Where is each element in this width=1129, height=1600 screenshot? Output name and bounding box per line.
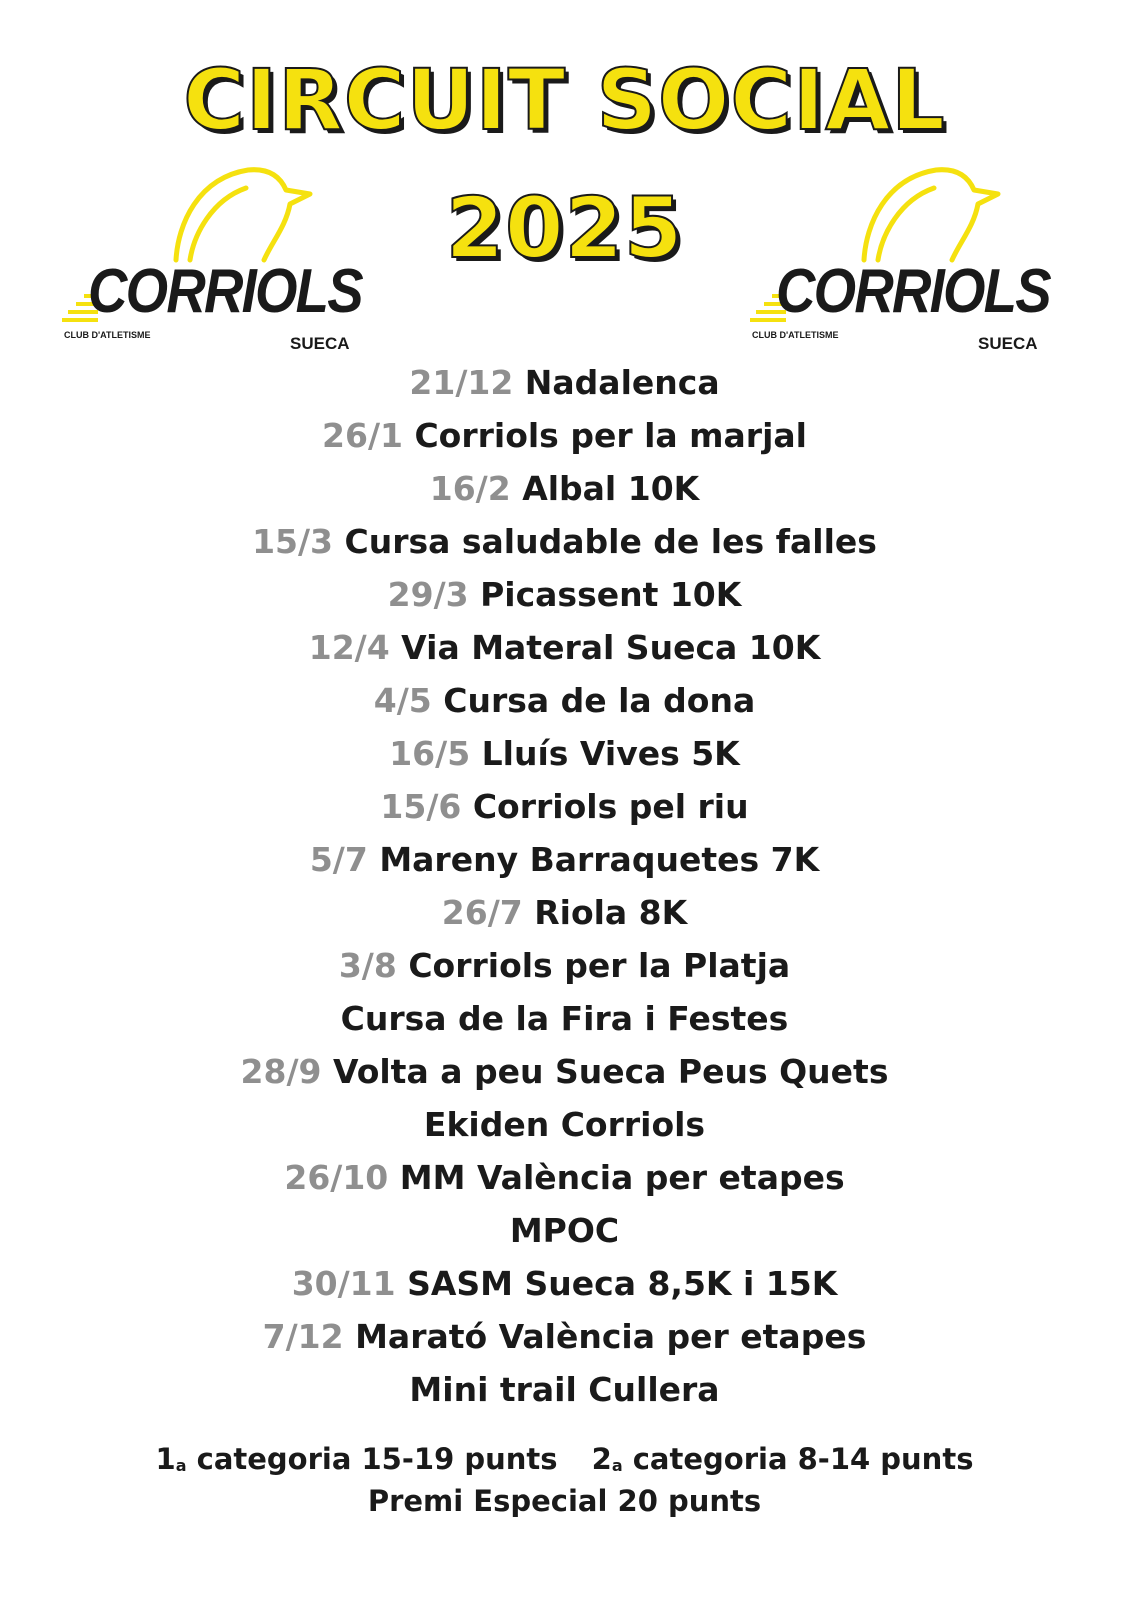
event-name: Cursa de la Fira i Festes [340, 999, 789, 1038]
logo-wordmark: CORRIOLS [776, 257, 1050, 326]
event-date: 3/8 [338, 946, 397, 985]
event-date: 29/3 [387, 575, 469, 614]
event-item [0, 833, 1129, 886]
event-item [0, 1257, 1129, 1310]
event-date: 12/4 [308, 628, 390, 667]
event-item [0, 1363, 1129, 1416]
event-name: Lluís Vives 5K [481, 734, 740, 773]
event-item [0, 1151, 1129, 1204]
event-name: Corriols per la Platja [408, 946, 791, 985]
event-item [0, 462, 1129, 515]
logo-wordmark: CORRIOLS [88, 257, 362, 326]
second-category-ordinal: a [611, 1456, 623, 1475]
event-name: Picassent 10K [480, 575, 742, 614]
second-category [592, 1442, 974, 1476]
event-list [0, 356, 1129, 1416]
event-date: 26/1 [322, 416, 403, 455]
event-date: 5/7 [309, 840, 368, 879]
event-name: SASM Sueca 8,5K i 15K [407, 1264, 838, 1303]
event-date: 15/3 [252, 522, 334, 561]
logo-city: SUECA [978, 334, 1038, 353]
corriols-logo-left [58, 164, 362, 354]
event-name: Mareny Barraquetes 7K [379, 840, 820, 879]
corriols-logo-right [746, 164, 1050, 354]
event-name: Riola 8K [534, 893, 688, 932]
logo-subtitle: CLUB D'ATLETISME [64, 330, 151, 340]
first-category [156, 1442, 558, 1476]
event-name: Albal 10K [522, 469, 700, 508]
event-item [0, 621, 1129, 674]
event-item [0, 886, 1129, 939]
event-date: 26/10 [284, 1158, 389, 1197]
event-name: Marató València per etapes [355, 1317, 867, 1356]
first-category-ordinal: a [175, 1456, 187, 1475]
first-category-text: categoria 15-19 punts [196, 1442, 558, 1476]
event-item [0, 356, 1129, 409]
event-date: 15/6 [380, 787, 462, 826]
event-name: Nadalenca [524, 363, 720, 402]
second-category-text: categoria 8-14 punts [632, 1442, 974, 1476]
event-name: MM València per etapes [399, 1158, 845, 1197]
event-date: 4/5 [373, 681, 432, 720]
event-date: 16/2 [429, 469, 511, 508]
event-item [0, 409, 1129, 462]
event-date: 30/11 [291, 1264, 396, 1303]
poster-year: 2025 [445, 179, 684, 277]
logo-subtitle: CLUB D'ATLETISME [752, 330, 839, 340]
event-item [0, 1310, 1129, 1363]
event-name: MPOC [509, 1211, 620, 1250]
event-name: Mini trail Cullera [409, 1370, 720, 1409]
event-date: 7/12 [262, 1317, 344, 1356]
event-name: Corriols per la marjal [414, 416, 807, 455]
event-date: 21/12 [409, 363, 514, 402]
event-item [0, 992, 1129, 1045]
poster-title: CIRCUIT SOCIAL [183, 51, 946, 149]
event-name: Via Materal Sueca 10K [401, 628, 821, 667]
event-name: Cursa de la dona [443, 681, 756, 720]
event-item [0, 515, 1129, 568]
event-item [0, 727, 1129, 780]
event-item [0, 1045, 1129, 1098]
bird-outline-icon [168, 164, 318, 264]
logo-city: SUECA [290, 334, 350, 353]
event-name: Cursa saludable de les falles [344, 522, 877, 561]
event-date: 28/9 [240, 1052, 322, 1091]
event-name: Ekiden Corriols [423, 1105, 706, 1144]
event-item [0, 1204, 1129, 1257]
bird-outline-icon [856, 164, 1006, 264]
event-item [0, 568, 1129, 621]
event-name: Volta a peu Sueca Peus Quets [332, 1052, 889, 1091]
special-prize: Premi Especial 20 punts [367, 1484, 762, 1518]
event-name: Corriols pel riu [472, 787, 749, 826]
event-item [0, 1098, 1129, 1151]
event-date: 26/7 [441, 893, 523, 932]
first-category-number: 1 [155, 1442, 176, 1476]
second-category-number: 2 [591, 1442, 612, 1476]
event-date: 16/5 [389, 734, 471, 773]
event-item [0, 674, 1129, 727]
event-item [0, 939, 1129, 992]
category-points-line [0, 1442, 1129, 1476]
event-item [0, 780, 1129, 833]
